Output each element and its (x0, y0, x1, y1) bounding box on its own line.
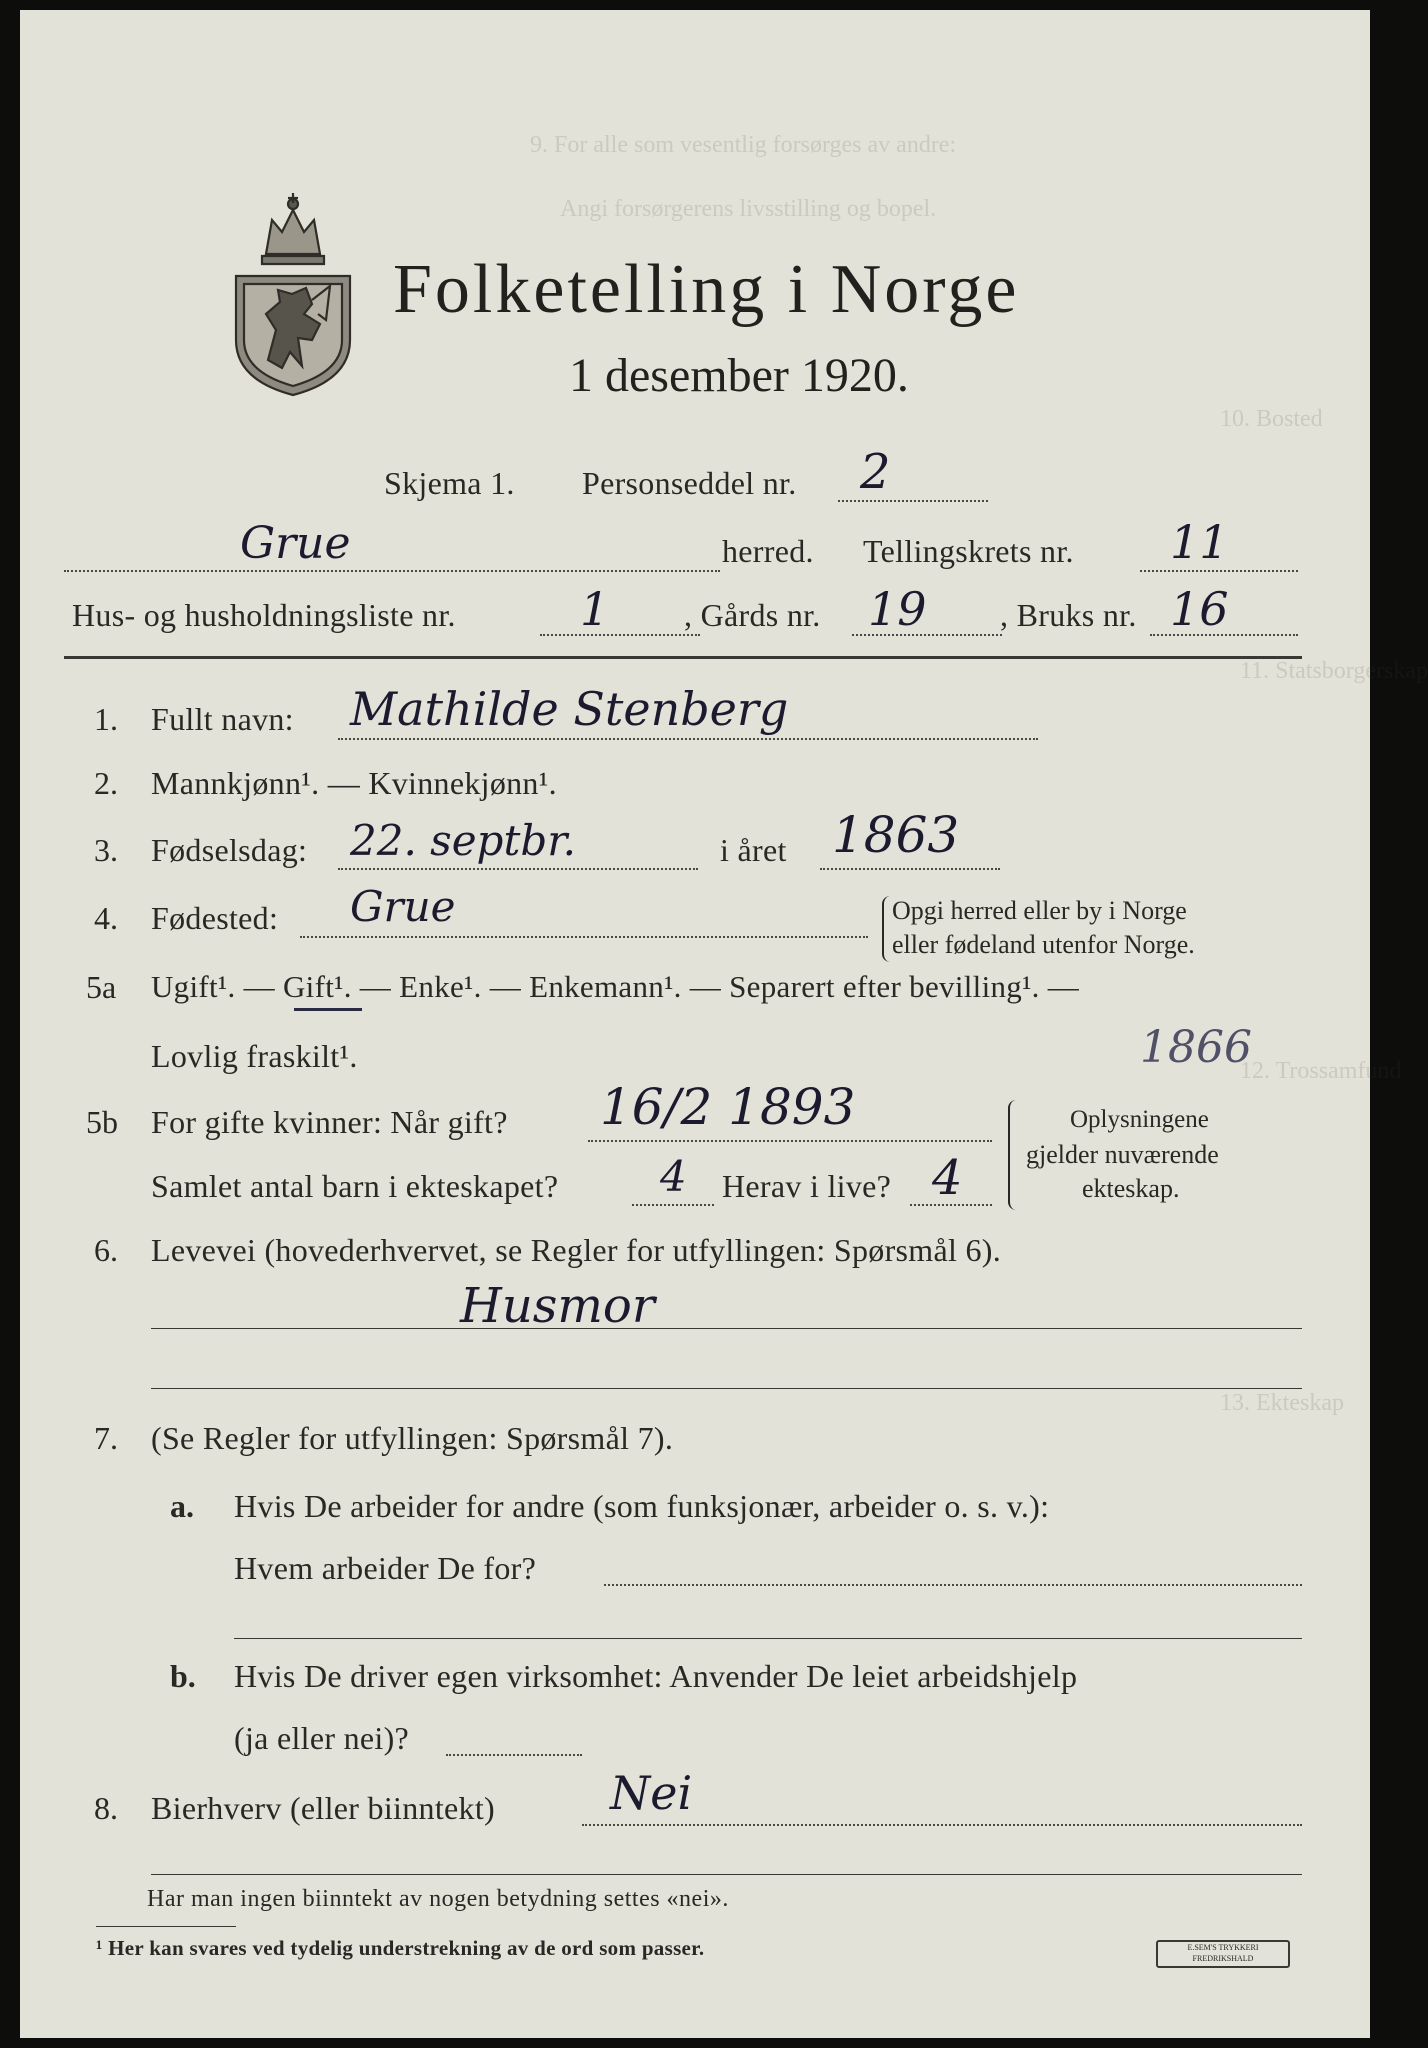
header-divider (64, 656, 1302, 659)
census-form-sheet (20, 10, 1428, 2038)
q4-note-2: eller fødeland utenfor Norge. (892, 930, 1195, 959)
q3-year-value: 1863 (832, 806, 960, 864)
q5b-field[interactable] (588, 1140, 992, 1142)
footnote: ¹ Her kan svares ved tydelig understrekning av de ord som passer. (96, 1936, 705, 1960)
tellingskrets-field[interactable] (1140, 570, 1298, 572)
coat-of-arms-icon (228, 190, 358, 400)
q7a-field[interactable] (604, 1584, 1302, 1586)
herred-label: herred. (722, 533, 814, 569)
hus-label: Hus- og husholdningsliste nr. (72, 597, 456, 633)
bleed-text-1: 9. For alle som vesentlig forsørges av andre: (530, 132, 957, 158)
q6-line-2[interactable] (151, 1388, 1302, 1389)
footer-note: Har man ingen biinntekt av nogen betydning settes «nei». (147, 1886, 729, 1912)
q8-value: Nei (610, 1766, 693, 1820)
q7a-label-2: Hvem arbeider De for? (234, 1550, 537, 1586)
q1-field[interactable] (338, 738, 1038, 740)
bruks-value: 16 (1170, 582, 1229, 636)
q2-label: Mannkjønn¹. — Kvinnekjønn¹. (151, 765, 557, 801)
bruks-label: , Bruks nr. (1000, 597, 1137, 633)
census-date: 1 desember 1920. (569, 349, 909, 402)
q5b-note-2: gjelder nuværende (1026, 1140, 1219, 1169)
bleed-text-4: 11. Statsborgerskap (1240, 658, 1428, 684)
bleed-text-5: 12. Trossamfund (1240, 1058, 1402, 1084)
page-title: Folketelling i Norge (393, 251, 1020, 328)
gards-value: 19 (868, 582, 927, 636)
q7b-label-2: (ja eller nei)? (234, 1720, 410, 1756)
q5b-alive-label: Herav i live? (722, 1168, 892, 1204)
hus-field[interactable] (540, 634, 700, 636)
personseddel-label: Personseddel nr. (582, 465, 797, 501)
q5b-children-label: Samlet antal barn i ekteskapet? (151, 1168, 559, 1204)
q1-value: Mathilde Stenberg (350, 682, 789, 736)
hus-value: 1 (580, 582, 610, 636)
q3-year-field[interactable] (820, 868, 1000, 870)
bleed-text-2: Angi forsørgerens livsstilling og bopel. (560, 196, 937, 222)
q6-label: Levevei (hovederhvervet, se Regler for utfyllingen: Spørsmål 6). (151, 1232, 1002, 1268)
q3-field[interactable] (338, 868, 698, 870)
q5b-label: For gifte kvinner: Når gift? (151, 1104, 508, 1140)
q5b-alive-value: 4 (932, 1150, 963, 1206)
printer-stamp (1156, 1940, 1290, 1968)
tellingskrets-value: 11 (1170, 515, 1229, 569)
q3-value: 22. septbr. (350, 816, 577, 865)
bleed-text-6: 13. Ekteskap (1220, 1390, 1344, 1416)
q8-field[interactable] (582, 1824, 1302, 1826)
q4-field[interactable] (300, 936, 868, 938)
footnote-rule (96, 1926, 236, 1927)
q7b-number: b. (170, 1658, 196, 1694)
q7b-label: Hvis De driver egen virksomhet: Anvender De leiet arbeidshjelp (234, 1658, 1078, 1694)
q5b-brace (1008, 1100, 1022, 1210)
q1-number: 1. (94, 701, 118, 737)
q4-note-1: Opgi herred eller by i Norge (892, 896, 1187, 925)
q4-number: 4. (94, 900, 118, 936)
q7a-label: Hvis De arbeider for andre (som funksjonær, arbeider o. s. v.): (234, 1488, 1050, 1524)
q5b-children-value: 4 (660, 1152, 687, 1201)
q4-value: Grue (350, 882, 456, 931)
q7b-field[interactable] (446, 1754, 582, 1756)
q5a-label-2: Lovlig fraskilt¹. (151, 1038, 358, 1074)
q5b-children-field[interactable] (632, 1204, 714, 1206)
personseddel-field[interactable] (838, 500, 988, 502)
q5b-number: 5b (86, 1104, 118, 1140)
q7-label: (Se Regler for utfyllingen: Spørsmål 7). (151, 1420, 674, 1456)
q5a-number: 5a (86, 969, 117, 1005)
skjema-label: Skjema 1. (384, 465, 515, 501)
q3-label: Fødselsdag: (151, 832, 308, 868)
q5a-label: Ugift¹. — Gift¹. — Enke¹. — Enkemann¹. — Separert efter bevilling¹. — (151, 969, 1080, 1004)
personseddel-value: 2 (860, 444, 891, 500)
q8-label: Bierhverv (eller biinntekt) (151, 1790, 495, 1826)
gards-label: , Gårds nr. (684, 597, 821, 633)
q2-number: 2. (94, 765, 118, 801)
q5a-gift-underline (294, 1008, 362, 1011)
q6-number: 6. (94, 1232, 118, 1268)
bleed-text-3: 10. Bosted (1220, 406, 1323, 432)
q5b-note-1: Oplysningene (1070, 1106, 1209, 1133)
q5b-note-3: ekteskap. (1082, 1174, 1180, 1203)
tellingskrets-label: Tellingskrets nr. (863, 533, 1074, 569)
herred-value: Grue (240, 518, 351, 569)
q7-number: 7. (94, 1420, 118, 1456)
q8-number: 8. (94, 1790, 118, 1826)
q3-year-label: i året (720, 832, 787, 868)
q5b-value: 16/2 1893 (600, 1078, 856, 1136)
q7a-number: a. (170, 1488, 194, 1524)
q4-label: Fødested: (151, 900, 279, 936)
printer-stamp-text: E.SEM'S TRYKKERI FREDRIKSHALD (1187, 1943, 1259, 1963)
q5a-margin-note: 1866 (1140, 1022, 1252, 1073)
q1-label: Fullt navn: (151, 701, 294, 737)
q8-line-2[interactable] (151, 1874, 1302, 1875)
q6-value: Husmor (460, 1278, 655, 1334)
q6-line-1[interactable] (151, 1328, 1302, 1329)
q3-number: 3. (94, 832, 118, 868)
q7a-line-2[interactable] (234, 1638, 1302, 1639)
herred-field[interactable] (64, 570, 720, 572)
